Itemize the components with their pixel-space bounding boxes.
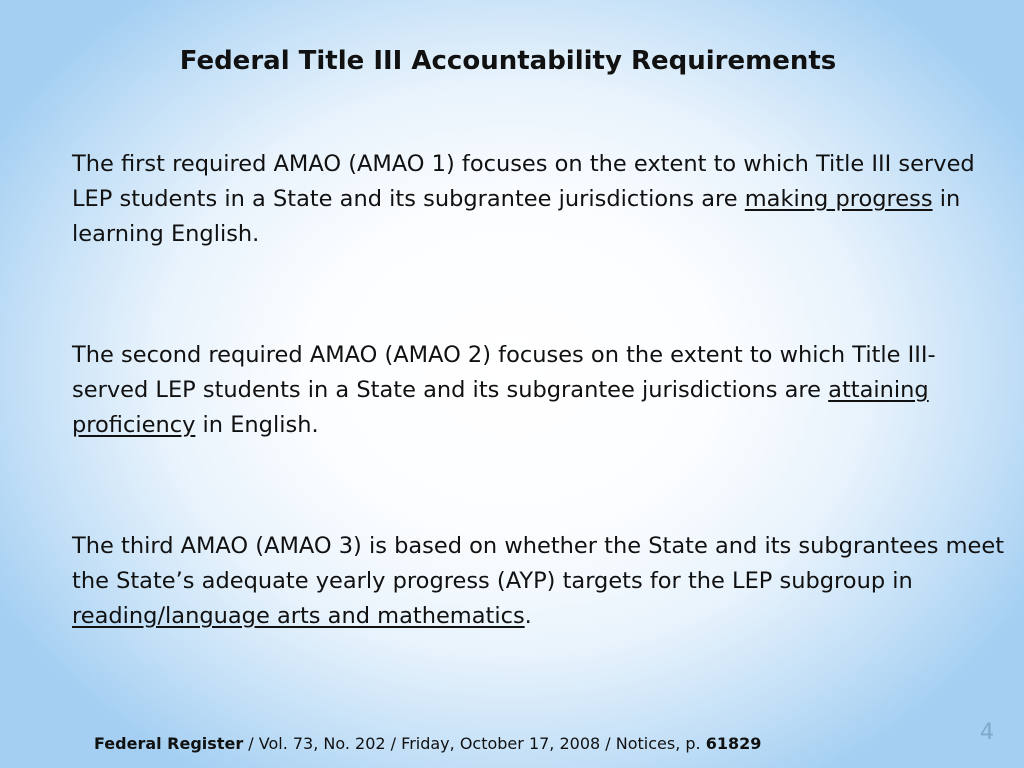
amao-1-emphasis: making progress (744, 186, 933, 212)
slide-title: Federal Title III Accountability Requirements (179, 46, 837, 76)
amao-1-text-end: in learning English. (72, 186, 961, 247)
amao-2-text-end: in English. (195, 412, 319, 438)
page-number: 4 (980, 720, 994, 745)
amao-2-emphasis: attaining proficiency (72, 377, 929, 438)
amao-3-text-end: . (524, 603, 532, 629)
citation-details: / Vol. 73, No. 202 / Friday, October 17, 2008 / Notices, p. (243, 734, 706, 753)
amao-3-text: The third AMAO (AMAO 3) is based on whether the State and its subgrantees meet the State’s adequate yearly progress (AYP) targets for the LEP subgroup in (72, 533, 1005, 594)
amao-3-emphasis: reading/language arts and mathematics (72, 603, 525, 629)
amao-3-paragraph (72, 529, 1007, 634)
amao-2-text: The second required AMAO (AMAO 2) focuses on the extent to which Title III-served LEP students in a State and its subgrantee jurisdictions are (72, 342, 936, 403)
citation-source: Federal Register (94, 734, 244, 753)
amao-1-text: The first required AMAO (AMAO 1) focuses on the extent to which Title III served LEP students in a State and its subgrantee jurisdictions are (72, 151, 975, 212)
amao-1-paragraph (72, 147, 1007, 252)
citation-footer (94, 734, 761, 753)
citation-page-ref: 61829 (705, 734, 762, 753)
amao-2-paragraph (72, 338, 1007, 443)
